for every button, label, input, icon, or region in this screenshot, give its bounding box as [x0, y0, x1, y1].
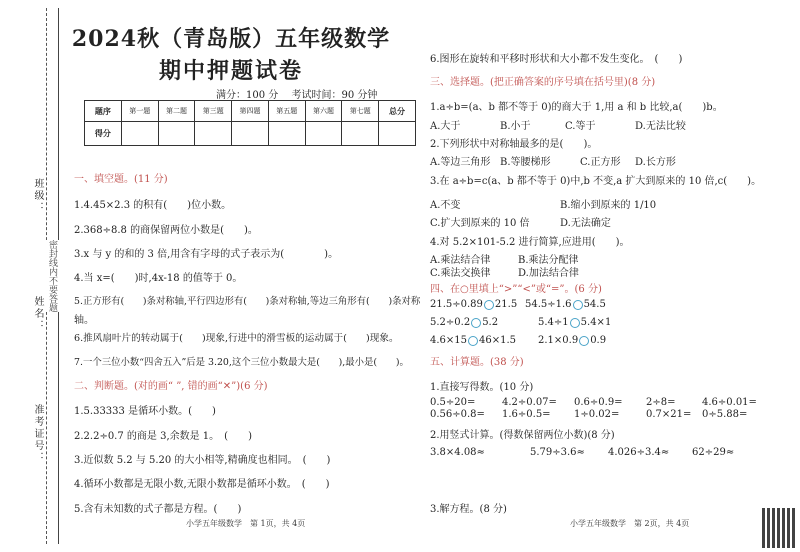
compare-right: 5.4×1: [580, 317, 612, 328]
page-1: [66, 0, 421, 552]
compare-left: 21.5÷0.89: [430, 299, 483, 310]
section3-heading: 三、选择题。(把正确答案的序号填在括号里)(8 分): [430, 77, 656, 88]
compare-left: 5.4÷1: [538, 317, 569, 328]
option: B.等腰梯形: [500, 157, 551, 168]
compare-right: 21.5: [494, 299, 518, 310]
exam-title: 2024秋（青岛版）五年级数学: [71, 26, 391, 52]
question: 5.正方形有( )条对称轴,平行四边形有( )条对称轴,等边三角形有( )条对称: [74, 296, 421, 307]
option: A.乘法结合律: [430, 255, 491, 266]
compare-row: [525, 299, 606, 310]
score-table: [84, 100, 416, 146]
compare-row: [430, 299, 517, 310]
seal-line-text: 密封线内不要答题: [47, 240, 57, 312]
question: 5.含有未知数的式子都是方程。( ): [74, 504, 242, 515]
option: B.乘法分配律: [518, 255, 579, 266]
calc-instruction: 2.用竖式计算。(得数保留两位小数)(8 分): [430, 430, 615, 441]
score-cell: [379, 122, 416, 146]
question: 7.一个三位小数“四舍五入”后是 3.20,这个三位小数最大是( ),最小是( )。: [74, 357, 409, 368]
score-header: 第三题: [195, 101, 232, 122]
vertical-calc: 5.79÷3.6≈: [530, 447, 585, 458]
score-header: 第五题: [268, 101, 305, 122]
option: D.长方形: [635, 157, 676, 168]
score-header: 第六题: [305, 101, 342, 122]
option: A.大于: [430, 121, 461, 132]
option: B.小于: [500, 121, 531, 132]
question: 2.368÷8.8 的商保留两位小数是( )。: [74, 225, 258, 236]
answer-circle[interactable]: [579, 336, 589, 346]
question: 6.图形在旋转和平移时形状和大小都不发生变化。 ( ): [430, 54, 683, 65]
compare-left: 4.6×15: [430, 335, 468, 346]
section1-heading: 一、填空题。(11 分): [74, 174, 168, 185]
oral-calc: 4.2÷0.07=: [502, 397, 557, 408]
vertical-calc: 62÷29≈: [692, 447, 735, 458]
compare-left: 54.5÷1.6: [525, 299, 572, 310]
score-cell: [121, 122, 158, 146]
question: 1.4.45×2.3 的积有( )位小数。: [74, 200, 232, 211]
score-cell: [342, 122, 379, 146]
choice-question: 1.a÷b=(a、b 都不等于 0)的商大于 1,用 a 和 b 比较,a( )b。: [430, 102, 723, 113]
option: A.等边三角形: [430, 157, 491, 168]
exam-number-label: 准考证号：: [32, 404, 43, 464]
class-label: 班级：: [32, 178, 43, 214]
score-header: 第四题: [232, 101, 269, 122]
score-cell: [268, 122, 305, 146]
oral-calc: 1.6÷0.5=: [502, 409, 551, 420]
section4-heading: 四、在○里填上“>”“<”或“=”。(6 分): [430, 284, 602, 295]
section5-heading: 五、计算题。(38 分): [430, 357, 524, 368]
option: C.等于: [565, 121, 596, 132]
score-cell: [305, 122, 342, 146]
score-header: 题序: [85, 101, 122, 122]
page-2: [430, 0, 800, 552]
binding-margin: [0, 0, 64, 552]
exam-time: 考试时间：90 分钟: [291, 90, 378, 101]
question: 4.当 x=( )时,4x-18 的值等于 0。: [74, 273, 243, 284]
option: C.乘法交换律: [430, 268, 491, 279]
score-header: 第七题: [342, 101, 379, 122]
compare-right: 0.9: [590, 335, 607, 346]
calc-instruction: 3.解方程。(8 分): [430, 504, 507, 515]
qr-code: [762, 508, 796, 548]
oral-calc: 1÷0.02=: [574, 409, 620, 420]
option: B.缩小到原来的 1/10: [560, 200, 657, 211]
answer-circle[interactable]: [573, 300, 583, 310]
option: C.正方形: [580, 157, 621, 168]
answer-circle[interactable]: [468, 336, 478, 346]
score-header: 总分: [379, 101, 416, 122]
compare-right: 5.2: [482, 317, 499, 328]
question: 4.循环小数都是无限小数,无限小数都是循环小数。 ( ): [74, 479, 330, 490]
oral-calc: 0.5÷20=: [430, 397, 476, 408]
score-header: 第二题: [158, 101, 195, 122]
name-label: 姓名：: [32, 296, 43, 332]
page-footer: 小学五年级数学 第 1页，共 4页: [186, 519, 306, 528]
compare-row: [430, 335, 516, 346]
calc-instruction: 1.直接写得数。(10 分): [430, 382, 534, 393]
oral-calc: 0.6÷0.9=: [574, 397, 623, 408]
score-header: 第一题: [121, 101, 158, 122]
exam-info: [216, 86, 387, 101]
option: C.扩大到原来的 10 倍: [430, 218, 530, 229]
option: D.无法比较: [635, 121, 686, 132]
oral-calc: 2÷8=: [646, 397, 676, 408]
score-cell: [158, 122, 195, 146]
choice-question: 3.在 a÷b=c(a、b 都不等于 0)中,b 不变,a 扩大到原来的 10 倍,c( )。: [430, 176, 762, 187]
oral-calc: 4.6÷0.01=: [702, 397, 757, 408]
question: 2.2.2÷0.7 的商是 3,余数是 1。 ( ): [74, 431, 252, 442]
question: 3.近似数 5.2 与 5.20 的大小相等,精确度也相同。 ( ): [74, 455, 331, 466]
choice-question: 2.下列形状中对称轴最多的是( )。: [430, 139, 598, 150]
question: 6.推风扇叶片的转动属于( )现象,行进中的滑雪板的运动属于( )现象。: [74, 333, 399, 344]
choice-question: 4.对 5.2×101-5.2 进行简算,应进用( )。: [430, 237, 630, 248]
compare-left: 2.1×0.9: [538, 335, 579, 346]
vertical-calc: 3.8×4.08≈: [430, 447, 485, 458]
score-cell: [195, 122, 232, 146]
question: 1.5.33333 是循环小数。( ): [74, 406, 216, 417]
compare-row: [538, 335, 606, 346]
compare-right: 54.5: [583, 299, 606, 310]
option: D.无法确定: [560, 218, 611, 229]
question: 轴。: [74, 315, 94, 326]
compare-right: 46×1.5: [479, 335, 517, 346]
vertical-calc: 4.026÷3.4≈: [608, 447, 670, 458]
answer-circle[interactable]: [471, 318, 481, 328]
oral-calc: 0.56÷0.8=: [430, 409, 485, 420]
option: A.不变: [430, 200, 461, 211]
oral-calc: 0.7×21=: [646, 409, 692, 420]
exam-subtitle: 期中押题试卷: [158, 58, 303, 84]
answer-circle[interactable]: [484, 300, 494, 310]
answer-circle[interactable]: [570, 318, 580, 328]
score-row-label: 得分: [85, 122, 122, 146]
page-footer: 小学五年级数学 第 2页，共 4页: [570, 519, 690, 528]
score-cell: [232, 122, 269, 146]
compare-row: [538, 317, 611, 328]
question: 3.x 与 y 的和的 3 倍,用含有字母的式子表示为( )。: [74, 249, 339, 260]
option: D.加法结合律: [518, 268, 579, 279]
section2-heading: 二、判断题。(对的画“ ”, 错的画“✕”)(6 分): [74, 381, 268, 392]
full-score: 满分：100 分: [216, 90, 279, 101]
compare-row: [430, 317, 498, 328]
compare-left: 5.2÷0.2: [430, 317, 471, 328]
oral-calc: 0÷5.88=: [702, 409, 748, 420]
